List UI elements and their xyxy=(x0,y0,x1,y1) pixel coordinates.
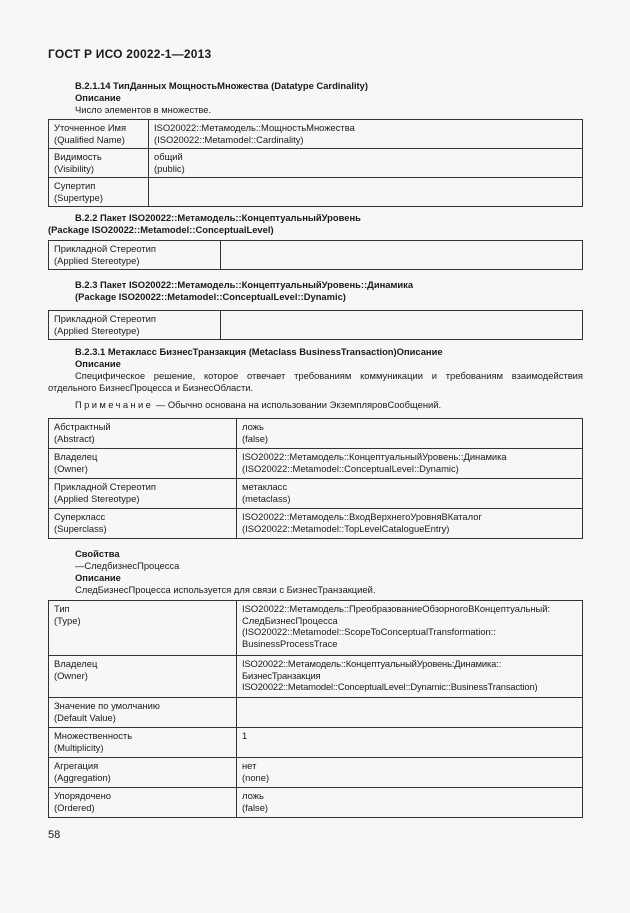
table-row xyxy=(49,178,583,207)
property-name-cell xyxy=(49,788,237,818)
property-name: Прикладной Стереотип xyxy=(54,481,156,492)
properties-label: Свойства xyxy=(75,548,120,559)
section-metaclass-business-transaction xyxy=(48,346,583,411)
property-value-line: (ISO20022::Metamodel::ScopeToConceptualTransformation:: xyxy=(242,626,496,637)
property-value-en: (ISO20022::Metamodel::ConceptualLevel::Dynamic) xyxy=(242,462,459,474)
table-row xyxy=(49,656,583,698)
description-text-continued: отдельного БизнесПроцесса и БизнесОбласти. xyxy=(48,382,254,393)
property-name-en: (Type) xyxy=(54,614,81,626)
section-package-conceptual-level xyxy=(48,212,583,236)
property-item: —СледбизнесПроцесса xyxy=(75,560,180,571)
description-text: Число элементов в множестве. xyxy=(75,104,212,115)
table-row xyxy=(49,758,583,788)
property-name-cell xyxy=(49,178,149,207)
section-heading: B.2.3.1 Метакласс БизнесТранзакция (Metaclass BusinessTransaction)Описание xyxy=(75,346,443,357)
property-name: Агрегация xyxy=(54,760,99,771)
property-value-line: (none) xyxy=(242,771,270,783)
property-name: Суперкласс xyxy=(54,511,106,522)
section-heading-continued: (Package ISO20022::Metamodel::ConceptualLevel) xyxy=(48,224,274,235)
property-value-en: (false) xyxy=(242,432,269,444)
section-datatype-cardinality xyxy=(48,80,583,116)
section-heading: B.2.2 Пакет ISO20022::Метамодель::КонцептуальныйУровень xyxy=(75,212,361,223)
table-row xyxy=(49,120,583,149)
property-name-en: (Aggregation) xyxy=(54,771,111,783)
property-value-line: 1 xyxy=(242,730,248,741)
property-name-cell xyxy=(49,728,237,758)
property-name-cell xyxy=(49,656,237,698)
note-text: — Обычно основана на использовании ЭкземпляровСообщений. xyxy=(153,399,442,410)
page-number: 58 xyxy=(48,829,61,841)
property-name-cell xyxy=(49,509,237,539)
dynamic-table xyxy=(48,310,583,340)
property-name-en: (Owner) xyxy=(54,462,88,474)
property-value-line: ISO20022::Метамодель::ПреобразованиеОбзорногоВКонцептуальный: xyxy=(242,603,551,614)
property-value-en: (metaclass) xyxy=(242,492,291,504)
property-value-line: БизнесТранзакция xyxy=(242,669,321,681)
trace-table-wrap xyxy=(48,600,583,818)
table-row xyxy=(49,149,583,178)
property-value-cell xyxy=(149,178,583,207)
property-name-en: (Default Value) xyxy=(54,711,116,723)
property-value: ISO20022::Метамодель::ВходВерхнегоУровняВКаталог xyxy=(242,511,482,522)
section-heading-continued: (Package ISO20022::Metamodel::ConceptualLevel::Dynamic) xyxy=(75,291,346,302)
table-row xyxy=(49,479,583,509)
property-name: Уточненное Имя xyxy=(54,122,127,133)
property-value-line: (false) xyxy=(242,801,269,813)
property-name-en: (Superclass) xyxy=(54,522,107,534)
property-name-en: (Multiplicity) xyxy=(54,741,104,753)
table-row xyxy=(49,419,583,449)
property-value-cell xyxy=(237,449,583,479)
property-value-en: (public) xyxy=(154,162,185,174)
property-name-en: (Applied Stereotype) xyxy=(54,324,140,336)
property-value: ISO20022::Метамодель::МощностьМножества xyxy=(154,122,355,133)
property-value: метакласс xyxy=(242,481,288,492)
description-text: СледБизнесПроцесса используется для связи с БизнесТранзакцией. xyxy=(75,584,376,595)
property-name: Тип xyxy=(54,603,70,614)
property-name-cell xyxy=(49,311,221,340)
property-value-cell xyxy=(237,788,583,818)
property-value-line: ISO20022::Метамодель::КонцептуальныйУровень:Динамика:: xyxy=(242,658,502,669)
document-header: ГОСТ Р ИСО 20022-1—2013 xyxy=(48,47,212,61)
table-row xyxy=(49,241,583,270)
description-label: Описание xyxy=(75,572,121,583)
trace-property-table xyxy=(48,600,583,818)
property-name-en: (Owner) xyxy=(54,669,88,681)
property-value: ложь xyxy=(242,421,264,432)
property-value-cell xyxy=(221,311,583,340)
description-label: Описание xyxy=(75,358,121,369)
section-heading: B.2.1.14 ТипДанных МощностьМножества (Datatype Cardinality) xyxy=(75,80,369,91)
property-name-cell xyxy=(49,149,149,178)
property-name-cell xyxy=(49,419,237,449)
note-label: Примечание xyxy=(75,399,154,410)
property-name-en: (Visibility) xyxy=(54,162,94,174)
property-value-line: BusinessProcessTrace xyxy=(242,637,338,649)
description-text: Специфическое решение, которое отвечает требованиям коммуникации и требованиям взаимодействия xyxy=(75,370,583,381)
property-value-cell xyxy=(149,120,583,149)
property-name: Множественность xyxy=(54,730,133,741)
conceptual-level-table-wrap xyxy=(48,240,583,270)
property-value-en: (ISO20022::Metamodel::TopLevelCatalogueEntry) xyxy=(242,522,450,534)
property-name: Супертип xyxy=(54,180,96,191)
property-name-cell xyxy=(49,479,237,509)
cardinality-table-wrap xyxy=(48,119,583,207)
property-value-cell xyxy=(237,479,583,509)
property-value-cell xyxy=(237,656,583,698)
property-name-en: (Qualified Name) xyxy=(54,133,125,145)
property-value-cell xyxy=(237,509,583,539)
section-package-dynamic xyxy=(48,279,583,303)
property-value-cell xyxy=(237,698,583,728)
note xyxy=(48,399,583,411)
property-value-cell xyxy=(149,149,583,178)
property-name-cell xyxy=(49,120,149,149)
property-name-en: (Ordered) xyxy=(54,801,95,813)
property-value: ISO20022::Метамодель::КонцептуальныйУровень::Динамика xyxy=(242,451,507,462)
property-name-en: (Applied Stereotype) xyxy=(54,492,140,504)
property-name: Упорядочено xyxy=(54,790,111,801)
property-name-cell xyxy=(49,698,237,728)
business-transaction-table xyxy=(48,418,583,539)
table-row xyxy=(49,698,583,728)
property-name-en: (Applied Stereotype) xyxy=(54,254,140,266)
property-value-line: ложь xyxy=(242,790,264,801)
property-value: общий xyxy=(154,151,183,162)
property-name: Значение по умолчанию xyxy=(54,700,160,711)
table-row xyxy=(49,509,583,539)
property-value-cell xyxy=(221,241,583,270)
property-name-cell xyxy=(49,758,237,788)
property-value-cell xyxy=(237,728,583,758)
property-name-cell xyxy=(49,241,221,270)
table-row xyxy=(49,449,583,479)
property-value-en: (ISO20022::Metamodel::Cardinality) xyxy=(154,133,304,145)
property-name: Видимость xyxy=(54,151,102,162)
cardinality-properties-table xyxy=(48,119,583,207)
property-name-en: (Supertype) xyxy=(54,191,103,203)
property-name-cell xyxy=(49,601,237,656)
table-row xyxy=(49,601,583,656)
table-row xyxy=(49,788,583,818)
section-properties xyxy=(48,548,583,596)
business-transaction-table-wrap xyxy=(48,418,583,539)
table-row xyxy=(49,311,583,340)
property-name: Прикладной Стереотип xyxy=(54,313,156,324)
property-value-line: ISO20022::Metamodel::ConceptualLevel::Dynamic::BusinessTransaction) xyxy=(242,681,538,692)
property-name: Владелец xyxy=(54,658,98,669)
property-value-line: нет xyxy=(242,760,257,771)
property-name: Прикладной Стереотип xyxy=(54,243,156,254)
property-value-cell xyxy=(237,601,583,656)
section-heading: B.2.3 Пакет ISO20022::Метамодель::КонцептуальныйУровень::Динамика xyxy=(75,279,414,290)
property-value-cell xyxy=(237,758,583,788)
property-value-cell xyxy=(237,419,583,449)
property-name-cell xyxy=(49,449,237,479)
property-name-en: (Abstract) xyxy=(54,432,95,444)
description-label: Описание xyxy=(75,92,121,103)
property-name: Абстрактный xyxy=(54,421,111,432)
table-row xyxy=(49,728,583,758)
property-name: Владелец xyxy=(54,451,98,462)
property-value-line: СледБизнесПроцесса xyxy=(242,614,338,626)
dynamic-table-wrap xyxy=(48,310,583,340)
conceptual-level-table xyxy=(48,240,583,270)
